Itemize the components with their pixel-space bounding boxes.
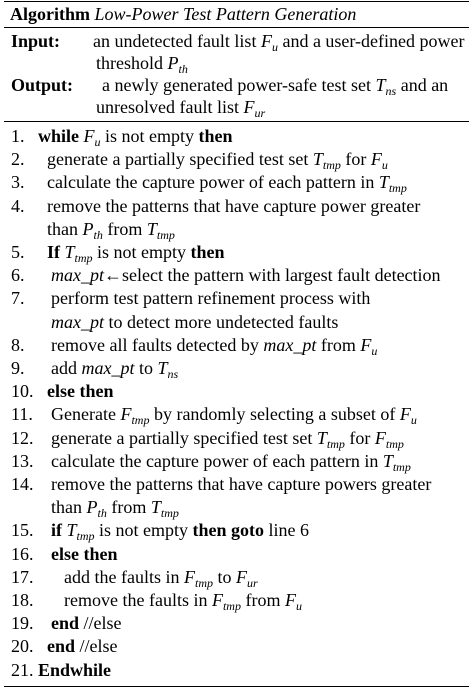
line-number: 20. (11, 636, 34, 657)
math-symbol: $T_{tmp}$ (312, 149, 341, 173)
keyword: then (198, 126, 233, 146)
math-symbol: $F_u$ (360, 334, 378, 358)
keyword: end (51, 613, 80, 634)
algorithm-body (4, 122, 469, 686)
keyword: if (51, 520, 67, 541)
line-text: Generate $F_{tmp}$ by randomly selecting a subset of $F_u$ (51, 404, 417, 428)
keyword: then goto (192, 520, 265, 541)
variable-name: max_pt (51, 265, 104, 286)
algorithm-line (4, 334, 469, 357)
line-number: 6. (11, 265, 25, 286)
line-text: calculate the capture power of each pattern in $T_{tmp}$ (47, 172, 407, 196)
algorithm-line (4, 171, 469, 194)
output-label: Output: (11, 75, 74, 95)
line-text (4, 543, 469, 566)
algorithm-line (4, 311, 469, 334)
math-symbol: $T_{tmp}$ (150, 497, 179, 521)
algorithm-line (4, 543, 469, 566)
math-symbol: $F_{tmp}$ (120, 404, 150, 428)
line-number: 11. (11, 404, 33, 425)
math-symbol: $T_{tmp}$ (64, 242, 93, 266)
algorithm-line (4, 241, 469, 264)
output-row (4, 74, 469, 118)
line-text: end //else (47, 636, 118, 657)
line-text (4, 659, 469, 682)
line-number: 19. (11, 613, 34, 634)
math-symbol: $P_{th}$ (86, 497, 107, 521)
keyword: Endwhile (38, 659, 112, 680)
line-number: 21. (11, 659, 34, 680)
output-text-line-2: unresolved fault list $F_{ur}$ (96, 97, 266, 120)
algorithm-line (4, 357, 469, 380)
line-text: remove all faults detected by max_pt from $F_u$ (51, 334, 378, 358)
line-text: max_pt to detect more undetected faults (51, 311, 339, 332)
algorithm-line (4, 403, 469, 426)
math-symbol: $T_{tmp}$ (146, 218, 175, 242)
input-label: Input: (11, 31, 61, 51)
line-number: 1. (11, 126, 25, 146)
algorithm-line (4, 380, 469, 403)
line-number: 3. (11, 172, 25, 193)
input-text-line-1: an undetected fault list $F_u$ and a user-defined power (93, 31, 465, 54)
keyword: end (47, 636, 76, 657)
algorithm-keyword: Algorithm (10, 4, 90, 24)
algorithm-line (4, 218, 469, 241)
math-symbol: $T_{ns}$ (375, 75, 397, 98)
algorithm-name: Low-Power Test Pattern Generation (94, 4, 357, 24)
math-symbol: $T_{tmp}$ (378, 172, 407, 196)
line-text: max_pt←select the pattern with largest fault detection (51, 265, 441, 286)
line-text: end //else (51, 613, 122, 634)
algorithm-line (4, 589, 469, 612)
math-symbol: $P_{th}$ (82, 218, 103, 242)
algorithm-line (4, 566, 469, 589)
line-number: 16. (11, 543, 34, 564)
line-number: 18. (11, 590, 34, 611)
algorithm-line (4, 659, 469, 682)
line-number: 15. (11, 520, 34, 541)
algorithm-title (4, 2, 469, 28)
algorithm-line (4, 450, 469, 473)
line-text: remove the patterns that have capture powers greater (51, 474, 432, 495)
line-text: If $T_{tmp}$ is not empty then (47, 242, 225, 266)
line-number: 5. (11, 242, 25, 263)
line-text: generate a partially specified test set $T_{tmp}$ for $F_u$ (47, 149, 388, 173)
variable-name: max_pt (81, 358, 135, 379)
algorithm-line (4, 496, 469, 519)
variable-name: max_pt (263, 334, 317, 355)
algorithm-line (4, 427, 469, 450)
math-symbol: $F_u$ (284, 590, 302, 614)
line-number: 8. (11, 334, 25, 355)
io-section (4, 28, 469, 122)
line-text: perform test pattern refinement process with (51, 288, 371, 309)
line-text: remove the patterns that have capture power greater (47, 195, 421, 216)
line-text: than $P_{th}$ from $T_{tmp}$ (47, 218, 175, 242)
line-text: while $F_u$ is not empty then (38, 126, 233, 149)
algorithm-line (4, 612, 469, 635)
math-symbol: $F_u$ (370, 149, 388, 173)
line-text: calculate the capture power of each pattern in $T_{tmp}$ (51, 450, 411, 474)
line-text: generate a partially specified test set $T_{tmp}$ for $F_{tmp}$ (51, 427, 404, 451)
algorithm-line (4, 148, 469, 171)
input-text-line-2: threshold $P_{th}$ (96, 53, 188, 76)
math-symbol: $F_{tmp}$ (183, 566, 213, 590)
line-text: add the faults in $F_{tmp}$ to $F_{ur}$ (64, 566, 258, 590)
math-symbol: $F_u$ (399, 404, 417, 428)
line-text: add max_pt to $T_{ns}$ (51, 358, 179, 382)
line-text: remove the faults in $F_{tmp}$ from $F_u$ (64, 590, 302, 614)
math-symbol: $F_{tmp}$ (211, 590, 241, 614)
math-symbol: $F_{ur}$ (236, 566, 258, 590)
keyword: If (47, 242, 65, 263)
algorithm-line (4, 264, 469, 287)
algorithm-line (4, 635, 469, 658)
algorithm-line (4, 195, 469, 218)
algorithm-line (4, 125, 469, 148)
math-symbol: $F_u$ (83, 126, 101, 149)
output-text-line-1: a newly generated power-safe test set $T_{ns}$ and an (102, 75, 449, 98)
line-number: 2. (11, 149, 25, 170)
input-row (4, 30, 469, 74)
line-number: 4. (11, 195, 25, 216)
line-number: 17. (11, 566, 34, 587)
line-number: 14. (11, 474, 34, 495)
math-symbol: $T_{tmp}$ (316, 427, 345, 451)
line-number: 12. (11, 427, 34, 448)
line-number: 9. (11, 358, 25, 379)
keyword: else then (51, 543, 118, 564)
math-symbol: $F_{ur}$ (243, 97, 266, 120)
algorithm-line (4, 473, 469, 496)
keyword: then (190, 242, 225, 263)
keyword: while (38, 126, 84, 146)
math-symbol: $T_{tmp}$ (382, 450, 411, 474)
math-symbol: $F_u$ (260, 31, 278, 54)
math-symbol: $F_{tmp}$ (374, 427, 404, 451)
algorithm-line (4, 287, 469, 310)
variable-name: max_pt (51, 311, 104, 332)
line-text: if $T_{tmp}$ is not empty then goto line 6 (51, 520, 310, 544)
line-text: than $P_{th}$ from $T_{tmp}$ (51, 497, 179, 521)
math-symbol: $P_{th}$ (167, 53, 188, 76)
math-symbol: $T_{ns}$ (157, 358, 179, 382)
algorithm-line (4, 519, 469, 542)
math-symbol: $T_{tmp}$ (66, 520, 95, 544)
line-number: 7. (11, 288, 25, 309)
line-number: 10. (11, 381, 34, 402)
keyword: else then (47, 381, 114, 402)
line-number: 13. (11, 450, 34, 471)
algorithm-box (4, 1, 469, 687)
line-text (4, 380, 469, 403)
